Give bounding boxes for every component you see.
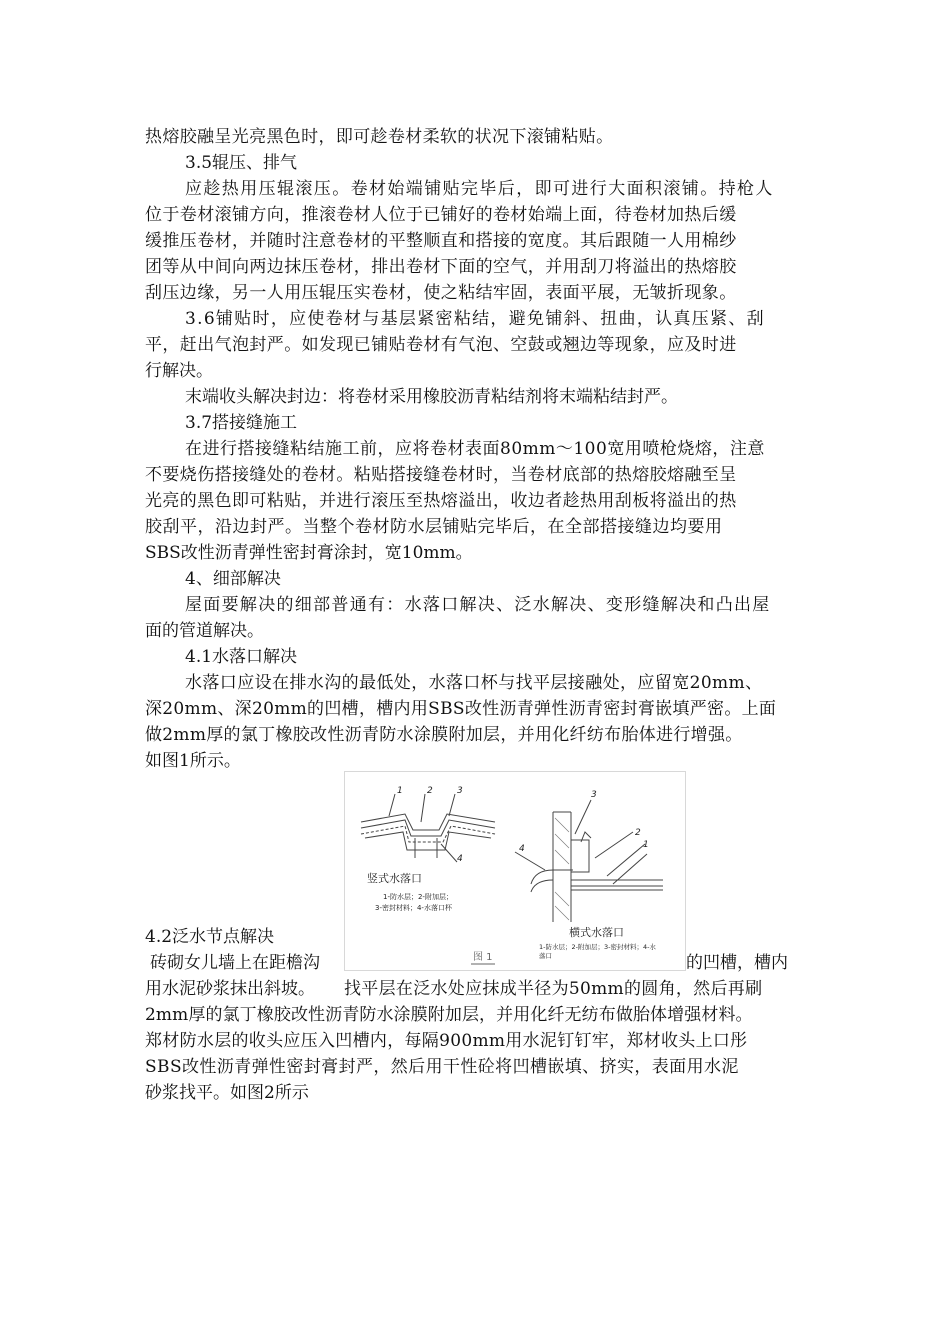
paragraph-line: 深20mm、深20mm的凹槽，槽内用SBS改性沥青弹性沥青密封膏嵌填严密。上面 <box>145 699 777 719</box>
section-heading: 4、细部解决 <box>185 569 281 589</box>
paragraph-line: 砖砌女儿墙上在距檐沟 <box>150 953 320 973</box>
right-diagram-legend: 1-防水层；2-附加层；3-密封材料；4-水 <box>539 943 656 951</box>
callout-2: 2 <box>427 786 433 796</box>
paragraph-line: 如图1所示。 <box>145 751 241 771</box>
paragraph-line: 找平层在泛水处应抹成半径为50mm的圆角，然后再刷 <box>344 979 763 999</box>
left-diagram-title: 竖式水落口 <box>367 872 422 885</box>
paragraph-line: SBS改性沥青弹性密封膏涂封，宽10mm。 <box>145 543 473 563</box>
paragraph-line: 团等从中间向两边抹压卷材，排出卷材下面的空气，并用刮刀将溢出的热熔胶 <box>145 257 737 277</box>
callout-1-right: 1 <box>643 840 649 850</box>
paragraph-line: 面的管道解决。 <box>145 621 264 641</box>
section-heading: 3.7搭接缝施工 <box>185 413 298 433</box>
paragraph-line: 水落口应设在排水沟的最低处，水落口杯与找平层接融处，应留宽20mm、 <box>185 673 763 693</box>
callout-3-right: 3 <box>591 790 597 800</box>
paragraph-line: 末端收头解决封边：将卷材采用橡胶沥青粘结剂将末端粘结封严。 <box>185 387 678 407</box>
callout-4: 4 <box>457 854 463 864</box>
paragraph-line: 刮压边缘，另一人用压辊压实卷材，使之粘结牢固，表面平展，无皱折现象。 <box>145 283 737 303</box>
left-diagram-legend: 1-防水层；2-附加层； <box>383 893 453 901</box>
left-diagram-legend: 3-密封材料；4-水落口杯 <box>375 904 452 912</box>
figure-1 <box>344 771 686 971</box>
paragraph-line: 光亮的黑色即可粘贴，并进行滚压至热熔溢出，收边者趁热用刮板将溢出的热 <box>145 491 737 511</box>
paragraph-line: 位于卷材滚铺方向，推滚卷材人位于已铺好的卷材始端上面，待卷材加热后缓 <box>145 205 737 225</box>
paragraph-line: 热熔胶融呈光亮黑色时，即可趁卷材柔软的状况下滚铺粘贴。 <box>145 127 614 147</box>
paragraph-line: 屋面要解决的细部普通有：水落口解决、泛水解决、变形缝解决和凸出屋 <box>185 595 771 615</box>
paragraph-line: 平，赶出气泡封严。如发现已铺贴卷材有气泡、空鼓或翘边等现象，应及时进 <box>145 335 737 355</box>
paragraph-line: 胶刮平，沿边封严。当整个卷材防水层铺贴完毕后，在全部搭接缝边均要用 <box>145 517 723 537</box>
paragraph-line: 砂浆找平。如图2所示 <box>145 1083 309 1103</box>
paragraph-line: 缓推压卷材，并随时注意卷材的平整顺直和搭接的宽度。其后跟随一人用棉纱 <box>145 231 737 251</box>
paragraph-line: 在进行搭接缝粘结施工前，应将卷材表面80mm～100宽用喷枪烧熔，注意 <box>185 439 765 459</box>
paragraph-line: SBS改性沥青弹性密封膏封严，然后用干性砼将凹槽嵌填、挤实，表面用水泥 <box>145 1057 739 1077</box>
callout-4-right: 4 <box>519 844 525 854</box>
paragraph-line: 的凹槽，槽内 <box>686 953 788 973</box>
section-heading: 3.5辊压、排气 <box>185 153 298 173</box>
callout-2-right: 2 <box>635 828 641 838</box>
paragraph-line: 应趁热用压辊滚压。卷材始端铺贴完毕后，即可进行大面积滚铺。持枪人 <box>185 179 774 199</box>
paragraph-line: 用水泥砂浆抹出斜坡。 <box>145 979 315 999</box>
right-diagram-title: 横式水落口 <box>569 926 624 939</box>
paragraph-line: 郑材防水层的收头应压入凹槽内，每隔900mm用水泥钉钉牢，郑材收头上口彤 <box>145 1031 748 1051</box>
paragraph-line: 行解决。 <box>145 361 213 381</box>
paragraph-line: 3.6铺贴时，应使卷材与基层紧密粘结，避免铺斜、扭曲，认真压紧、刮 <box>185 309 765 329</box>
right-diagram-legend: 落口 <box>539 952 552 960</box>
section-heading: 4.1水落口解决 <box>185 647 298 667</box>
figure-caption: 图 1 <box>473 952 493 963</box>
paragraph-line: 做2mm厚的氯丁橡胶改性沥青防水涂膜附加层，并用化纤纺布胎体进行增强。 <box>145 725 743 745</box>
callout-3: 3 <box>457 786 463 796</box>
paragraph-line: 2mm厚的氯丁橡胶改性沥青防水涂膜附加层，并用化纤无纺布做胎体增强材料。 <box>145 1005 753 1025</box>
section-heading: 4.2泛水节点解决 <box>145 927 275 947</box>
paragraph-line: 不要烧伤搭接缝处的卷材。粘贴搭接缝卷材时，当卷材底部的热熔胶熔融至呈 <box>145 465 737 485</box>
callout-1: 1 <box>397 786 403 796</box>
